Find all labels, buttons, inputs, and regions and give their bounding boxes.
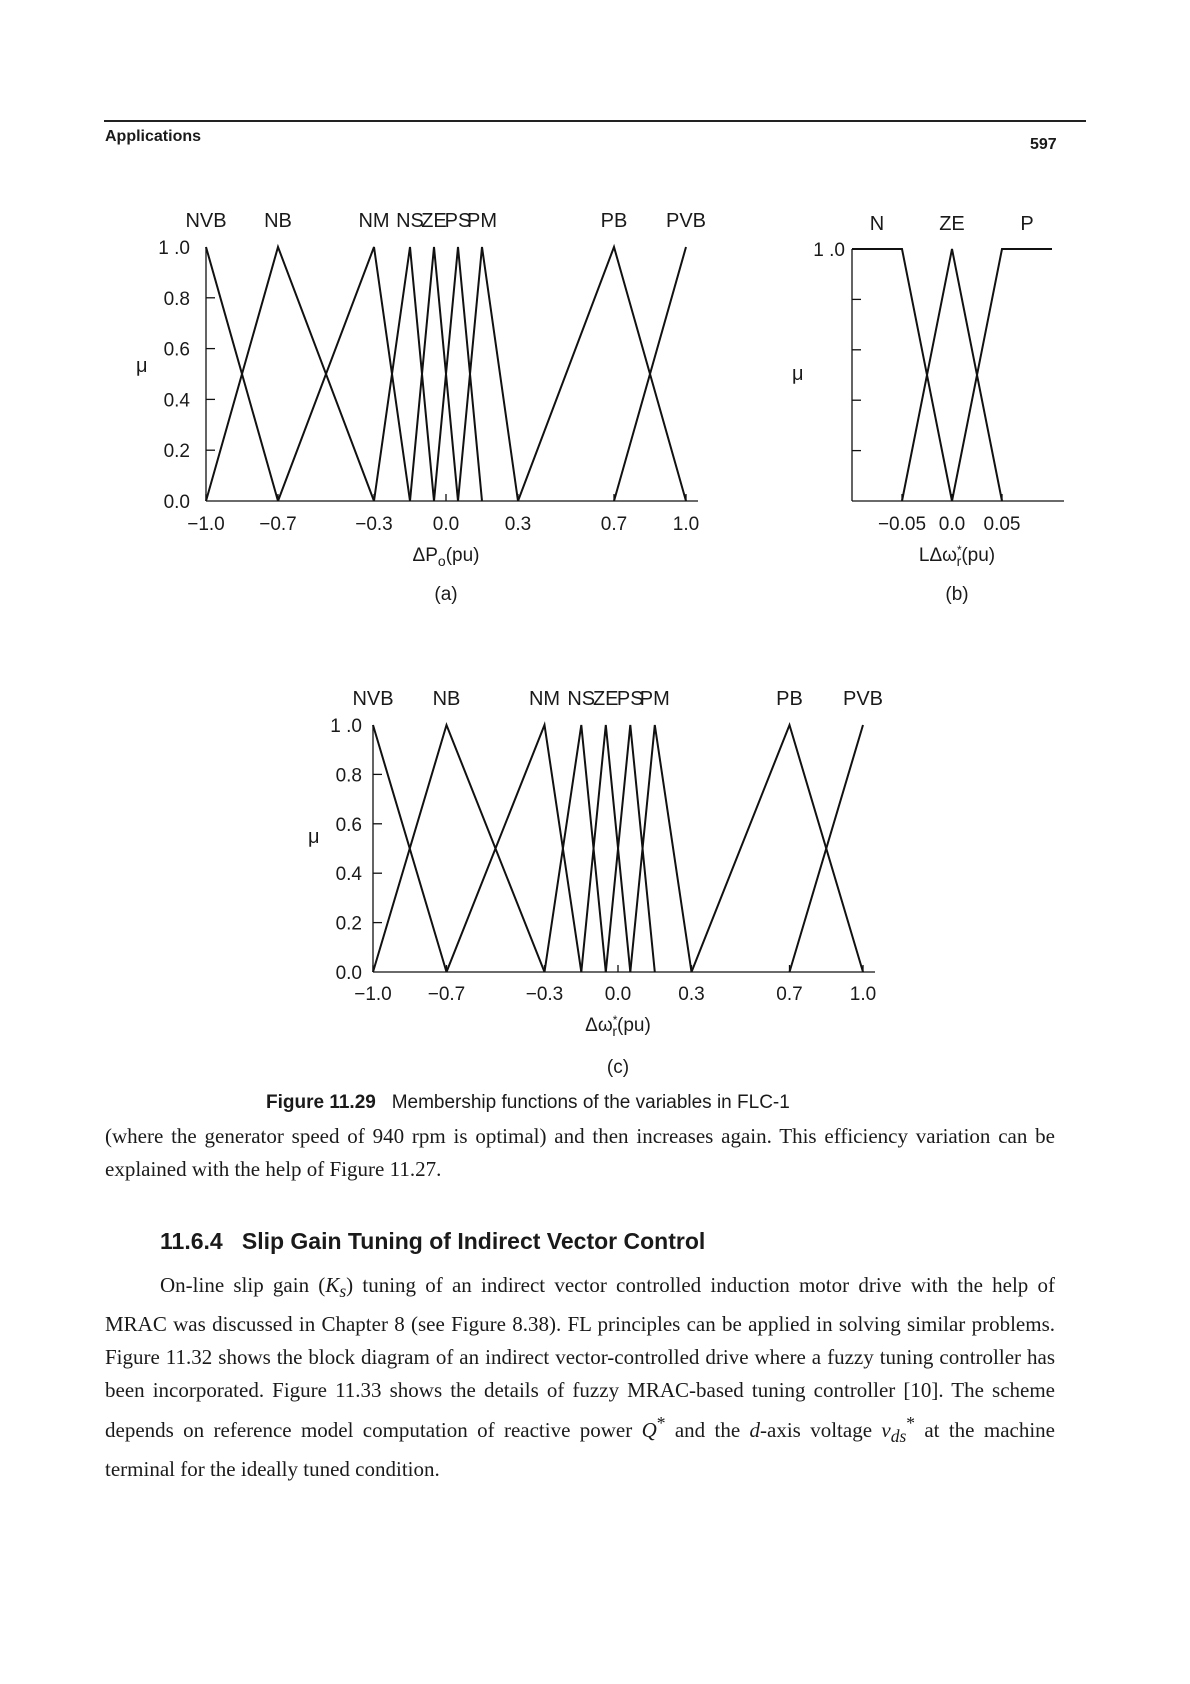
mf-line-c-ps bbox=[606, 725, 655, 972]
x-tick-label-a: 1.0 bbox=[672, 514, 700, 535]
mf-label-a-ze: ZE bbox=[421, 210, 447, 232]
y-axis-label-b: μ bbox=[792, 363, 804, 385]
p2-text-5: at the machine terminal for the ideally tuned condition. bbox=[105, 1418, 1055, 1482]
y-tick-label-c: 0.4 bbox=[335, 864, 362, 886]
mf-line-c-pb bbox=[692, 725, 864, 972]
mf-label-c-nb: NB bbox=[432, 688, 461, 710]
mf-line-c-ze bbox=[581, 725, 630, 972]
y-tick-label-c: 0.2 bbox=[335, 913, 362, 935]
x-tick-label-c: 1.0 bbox=[849, 984, 877, 1005]
p2-text-2: ) tuning of an indirect vector controlled induction motor drive with the help of MRAC was discussed in Chapter 8 (see Figure 8.38). FL principles can be applied in solving similar problems. Figure 11.32 shows the block diagram of an indirect vector-controlled drive where a fuzzy tuning controller has been incorporated. Figure 11.33 shows the details of fuzzy MRAC-based tuning controller [10]. The scheme depends on reference model computation of reactive power bbox=[105, 1273, 1056, 1443]
mf-label-c-nvb: NVB bbox=[352, 688, 394, 710]
panel-label-b: (b) bbox=[945, 584, 969, 605]
y-tick-label-a: 0.8 bbox=[163, 288, 190, 310]
reactive-power-symbol: Q bbox=[641, 1418, 657, 1443]
y-tick-label-c: 1 .0 bbox=[330, 716, 362, 737]
mf-label-c-ns: NS bbox=[567, 688, 596, 710]
x-tick-label-c: 0.7 bbox=[776, 984, 803, 1005]
mf-label-b-p: P bbox=[1020, 213, 1034, 235]
section-number: 11.6.4 bbox=[160, 1228, 223, 1254]
x-tick-label-c: −0.7 bbox=[427, 984, 466, 1005]
voltage-star: * bbox=[906, 1413, 915, 1434]
y-tick-label-c: 0.0 bbox=[335, 963, 362, 984]
mf-line-c-nm bbox=[447, 725, 582, 972]
reactive-power-star: * bbox=[656, 1413, 666, 1434]
y-tick-label-a: 0.2 bbox=[163, 441, 190, 463]
y-tick-label-b: 1 .0 bbox=[813, 240, 845, 261]
caption-label: Figure 11.29 bbox=[266, 1092, 376, 1113]
x-tick-label-a: 0.0 bbox=[432, 514, 460, 535]
mf-label-c-pm: PM bbox=[639, 688, 670, 710]
mf-label-a-nb: NB bbox=[264, 210, 292, 232]
running-head: Applications bbox=[105, 128, 202, 145]
y-tick-label-c: 0.8 bbox=[335, 765, 362, 787]
x-axis-title-a: $\Delta P_o(pu)$ bbox=[412, 545, 480, 569]
y-axis-label-a: μ bbox=[136, 355, 148, 377]
mf-label-c-ze: ZE bbox=[592, 688, 619, 710]
mf-label-b-n: N bbox=[869, 213, 885, 235]
mf-label-b-ze: ZE bbox=[939, 213, 965, 235]
x-tick-label-c: −1.0 bbox=[354, 984, 392, 1005]
paragraph-2 bbox=[105, 1269, 1055, 1486]
section-title: Slip Gain Tuning of Indirect Vector Control bbox=[241, 1228, 706, 1254]
x-axis-title-c: Δω* r(pu) bbox=[585, 1013, 651, 1039]
figure-caption bbox=[266, 1092, 790, 1114]
mf-label-a-pvb: PVB bbox=[665, 210, 707, 232]
y-tick-label-a: 0.0 bbox=[163, 492, 190, 513]
caption-text: Membership functions of the variables in FLC-1 bbox=[391, 1092, 790, 1113]
x-tick-label-a: −1.0 bbox=[187, 514, 225, 535]
x-tick-label-b: 0.0 bbox=[938, 514, 966, 535]
x-tick-label-c: 0.3 bbox=[678, 984, 705, 1005]
x-tick-label-a: 0.7 bbox=[600, 514, 628, 535]
x-tick-label-c: 0.0 bbox=[604, 984, 632, 1005]
panel-label-a: (a) bbox=[434, 584, 458, 605]
mf-label-c-ps: PS bbox=[616, 688, 644, 710]
p2-text-3: and the bbox=[665, 1418, 750, 1443]
mf-label-c-nm: NM bbox=[528, 688, 561, 710]
mf-label-a-pb: PB bbox=[600, 210, 628, 232]
y-tick-label-c: 0.6 bbox=[335, 814, 362, 836]
x-tick-label-c: −0.3 bbox=[525, 984, 564, 1005]
x-tick-label-a: −0.3 bbox=[355, 514, 393, 535]
slip-gain-subscript: s bbox=[339, 1281, 347, 1302]
panel-label-c: (c) bbox=[606, 1057, 630, 1078]
y-tick-label-a: 0.4 bbox=[163, 390, 190, 412]
x-axis-title-b: LΔω* r(pu) bbox=[918, 543, 996, 569]
y-tick-label-a: 0.6 bbox=[163, 339, 190, 361]
mf-line-c-nb bbox=[373, 725, 545, 972]
x-tick-label-a: 0.3 bbox=[504, 514, 532, 535]
x-tick-label-a: −0.7 bbox=[259, 514, 297, 535]
mf-label-a-ps: PS bbox=[444, 210, 472, 232]
voltage-subscript: ds bbox=[890, 1426, 907, 1447]
mf-label-a-pm: PM bbox=[467, 210, 497, 232]
y-axis-label-c: μ bbox=[308, 826, 320, 848]
x-tick-label-b: 0.05 bbox=[983, 514, 1021, 535]
mf-label-a-nvb: NVB bbox=[185, 210, 227, 232]
section-heading bbox=[160, 1228, 705, 1255]
y-tick-label-a: 1 .0 bbox=[158, 238, 190, 259]
mf-line-c-pm bbox=[630, 725, 691, 972]
paragraph-1: (where the generator speed of 940 rpm is optimal) and then increases again. This efficiency variation can be explained with the help of Figure 11.27. bbox=[105, 1124, 1055, 1181]
slip-gain-symbol: K bbox=[325, 1273, 340, 1297]
mf-label-a-nm: NM bbox=[358, 210, 390, 232]
mf-label-a-ns: NS bbox=[396, 210, 424, 232]
voltage-symbol: v bbox=[881, 1418, 891, 1443]
p2-text-4: -axis voltage bbox=[760, 1418, 882, 1443]
x-tick-label-b: −0.05 bbox=[877, 514, 927, 535]
d-axis-symbol: d bbox=[749, 1418, 761, 1443]
p2-text-1: On-line slip gain ( bbox=[160, 1273, 326, 1297]
mf-label-c-pb: PB bbox=[776, 688, 803, 710]
page-number: 597 bbox=[1030, 136, 1057, 153]
mf-label-c-pvb: PVB bbox=[842, 688, 884, 710]
